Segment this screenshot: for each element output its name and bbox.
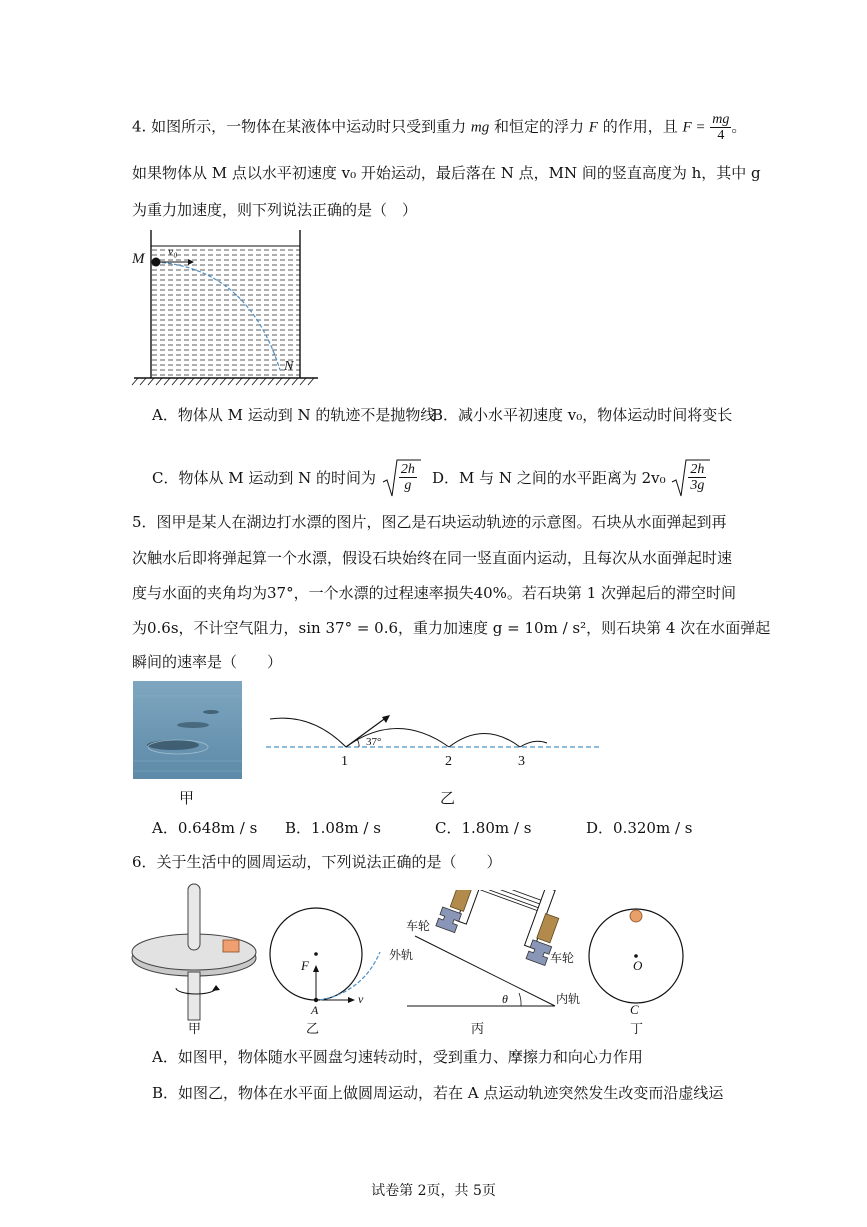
q5-option-d: D．0.320m / s [586, 819, 693, 837]
q6-line1: 6．关于生活中的圆周运动，下列说法正确的是（ ） [132, 853, 502, 871]
caption-bing-q6: 丙 [471, 1022, 485, 1037]
rotating-disk-figure [128, 882, 263, 1022]
label-M: M [132, 251, 145, 267]
vertical-circle-figure [585, 902, 687, 1006]
q4-option-c: C．物体从 M 运动到 N 的时间为 $\frac{2h}{g}$ [152, 458, 421, 500]
q4-fraction: $\frac{mg}{4}$ [712, 112, 730, 143]
label-v0: v₀ [168, 244, 178, 258]
q4-mg: mg [470, 119, 490, 136]
angle-label: 37° [366, 736, 382, 748]
ball-M [152, 258, 161, 267]
label-theta: θ [502, 992, 508, 1006]
q4-line3: 为重力加速度，则下列说法正确的是（ ） [132, 201, 418, 219]
q4-text-b: 和恒定的浮力 [489, 117, 589, 136]
q4-F: F [588, 119, 598, 136]
label-C: C [630, 1002, 639, 1017]
label-O: O [633, 958, 643, 973]
label-F: F [301, 958, 309, 973]
q5-line3: 度与水面的夹角均为37°，一个水漂的过程速率损失40%。若石块第 1 次弹起后的滞空时间 [132, 584, 737, 602]
q4-liquid-tank-figure [128, 228, 323, 386]
q4-eq: F = [682, 119, 706, 136]
label-v: v [358, 992, 364, 1006]
q5-line1: 5．图甲是某人在湖边打水漂的图片，图乙是石块运动轨迹的示意图。石块从水面弹起到再 [132, 513, 727, 531]
q4-text-c: 的作用，且 [597, 117, 683, 136]
skip-trajectory-diagram [262, 705, 607, 770]
q4-d-sqrt: $\frac{2h}{3g}$ [670, 458, 710, 500]
q4-option-d: D．M 与 N 之间的水平距离为 2v₀ $\frac{2h}{3g}$ [432, 458, 710, 500]
q5-option-c: C．1.80m / s [435, 819, 532, 837]
q6-option-b: B．如图乙，物体在水平面上做圆周运动，若在 A 点运动轨迹突然发生改变而沿虚线运 [152, 1084, 724, 1102]
label-outer-rail: 外轨 [389, 948, 414, 962]
q4-c-sqrt: $\frac{2h}{g}$ [381, 458, 421, 500]
q5-option-b: B．1.08m / s [285, 819, 381, 837]
q5-line5: 瞬间的速率是（ ） [132, 653, 283, 671]
label-inner-rail: 内轨 [556, 992, 581, 1006]
q4-option-b: B．减小水平初速度 v₀，物体运动时间将变长 [432, 406, 733, 424]
caption-ding-q6: 丁 [630, 1022, 644, 1037]
q4-line2: 如果物体从 M 点以水平初速度 v₀ 开始运动，最后落在 N 点，MN 间的竖直高度为 h，其中 g [132, 164, 761, 182]
point-2: 2 [445, 754, 452, 769]
point-3: 3 [518, 754, 525, 769]
lake-photo [133, 681, 242, 779]
label-wheel-left: 车轮 [406, 919, 431, 933]
q5-line4: 为0.6s，不计空气阻力，sin 37° = 0.6，重力加速度 g = 10m / s²，则石块第 4 次在水面弹起 [132, 619, 771, 637]
caption-jia-q5: 甲 [179, 789, 195, 807]
q4-option-a: A．物体从 M 运动到 N 的轨迹不是抛物线 [152, 406, 436, 424]
train-wheels-figure [405, 890, 565, 1015]
q5-line2: 次触水后即将弹起算一个水漂，假设石块始终在同一竖直面内运动，且每次从水面弹起时速 [132, 549, 733, 567]
q5-option-a: A．0.648m / s [152, 819, 258, 837]
caption-yi-q6: 乙 [306, 1022, 320, 1037]
circle-motion-figure [268, 892, 383, 1010]
caption-yi-q5: 乙 [440, 789, 456, 807]
q4-text-a: 4. 如图所示，一物体在某液体中运动时只受到重力 [132, 117, 471, 136]
label-N: N [284, 359, 294, 374]
page-footer: 试卷第 2页，共 5页 [371, 1183, 496, 1199]
label-A: A [311, 1003, 319, 1017]
point-1: 1 [341, 754, 348, 769]
q6-option-a: A．如图甲，物体随水平圆盘匀速转动时，受到重力、摩擦力和向心力作用 [152, 1048, 643, 1066]
caption-jia-q6: 甲 [188, 1022, 202, 1037]
label-wheel-right: 车轮 [550, 951, 575, 965]
q4-line1: 4. 如图所示，一物体在某液体中运动时只受到重力 mg 和恒定的浮力 F 的作用，且 F = $\frac{mg}{4}$ 。 [132, 112, 747, 143]
